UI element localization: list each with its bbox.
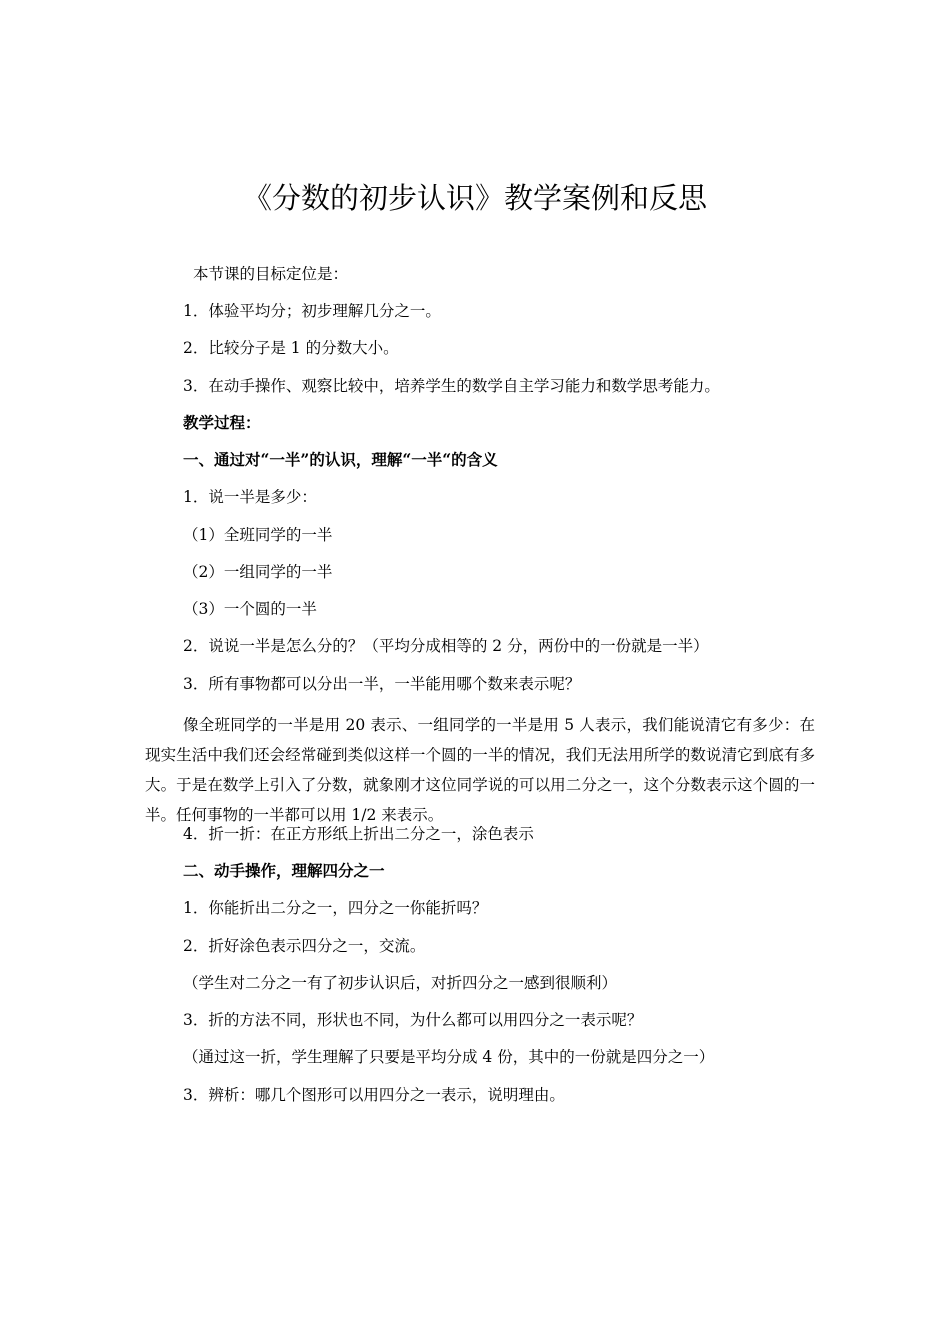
section-1-line-2: （1）全班同学的一半 bbox=[183, 526, 333, 544]
goal-item-1: 1．体验平均分；初步理解几分之一。 bbox=[183, 302, 441, 320]
section-1-line-5: 2．说说一半是怎么分的？（平均分成相等的 2 分，两份中的一份就是一半） bbox=[183, 637, 709, 655]
section-1-line-6: 3．所有事物都可以分出一半，一半能用哪个数来表示呢？ bbox=[183, 675, 581, 693]
section-1-line-1: 1．说一半是多少： bbox=[183, 488, 317, 506]
section-1-heading: 一、通过对“一半”的认识，理解“一半“的含义 bbox=[183, 450, 498, 469]
section-1-line-4: （3）一个圆的一半 bbox=[183, 600, 317, 618]
section-1-fold-line: 4．折一折：在正方形纸上折出二分之一，涂色表示 bbox=[183, 825, 534, 843]
section-2-line-6: 3．辨析：哪几个图形可以用四分之一表示，说明理由。 bbox=[183, 1086, 565, 1104]
section-2-line-2: 2．折好涂色表示四分之一，交流。 bbox=[183, 937, 426, 955]
section-2-line-5: （通过这一折，学生理解了只要是平均分成 4 份，其中的一份就是四分之一） bbox=[183, 1048, 715, 1066]
section-2-line-3: （学生对二分之一有了初步认识后，对折四分之一感到很顺利） bbox=[183, 974, 618, 992]
goal-item-3: 3．在动手操作、观察比较中，培养学生的数学自主学习能力和数学思考能力。 bbox=[183, 377, 720, 395]
section-2-line-4: 3．折的方法不同，形状也不同，为什么都可以用四分之一表示呢？ bbox=[183, 1011, 643, 1029]
document-title: 《分数的初步认识》教学案例和反思 bbox=[242, 181, 707, 215]
process-heading: 教学过程： bbox=[183, 413, 261, 432]
section-1-line-3: （2）一组同学的一半 bbox=[183, 563, 333, 581]
section-2-line-1: 1．你能折出二分之一，四分之一你能折吗？ bbox=[183, 899, 488, 917]
section-1-paragraph: 像全班同学的一半是用 20 表示、一组同学的一半是用 5 人表示，我们能说清它有多少：在现实生活中我们还会经常碰到类似这样一个圆的一半的情况，我们无法用所学的数说清它到底有多大。于是在数学上引入了分数，就象刚才这位同学说的可以用二分之一，这个分数表示这个圆的一半。任何事物的一半都可以用 1/2 来表示。 bbox=[145, 716, 815, 824]
goal-item-2: 2．比较分子是 1 的分数大小。 bbox=[183, 339, 399, 357]
goal-intro: 本节课的目标定位是： bbox=[193, 265, 349, 283]
section-2-heading: 二、动手操作，理解四分之一 bbox=[183, 861, 385, 880]
